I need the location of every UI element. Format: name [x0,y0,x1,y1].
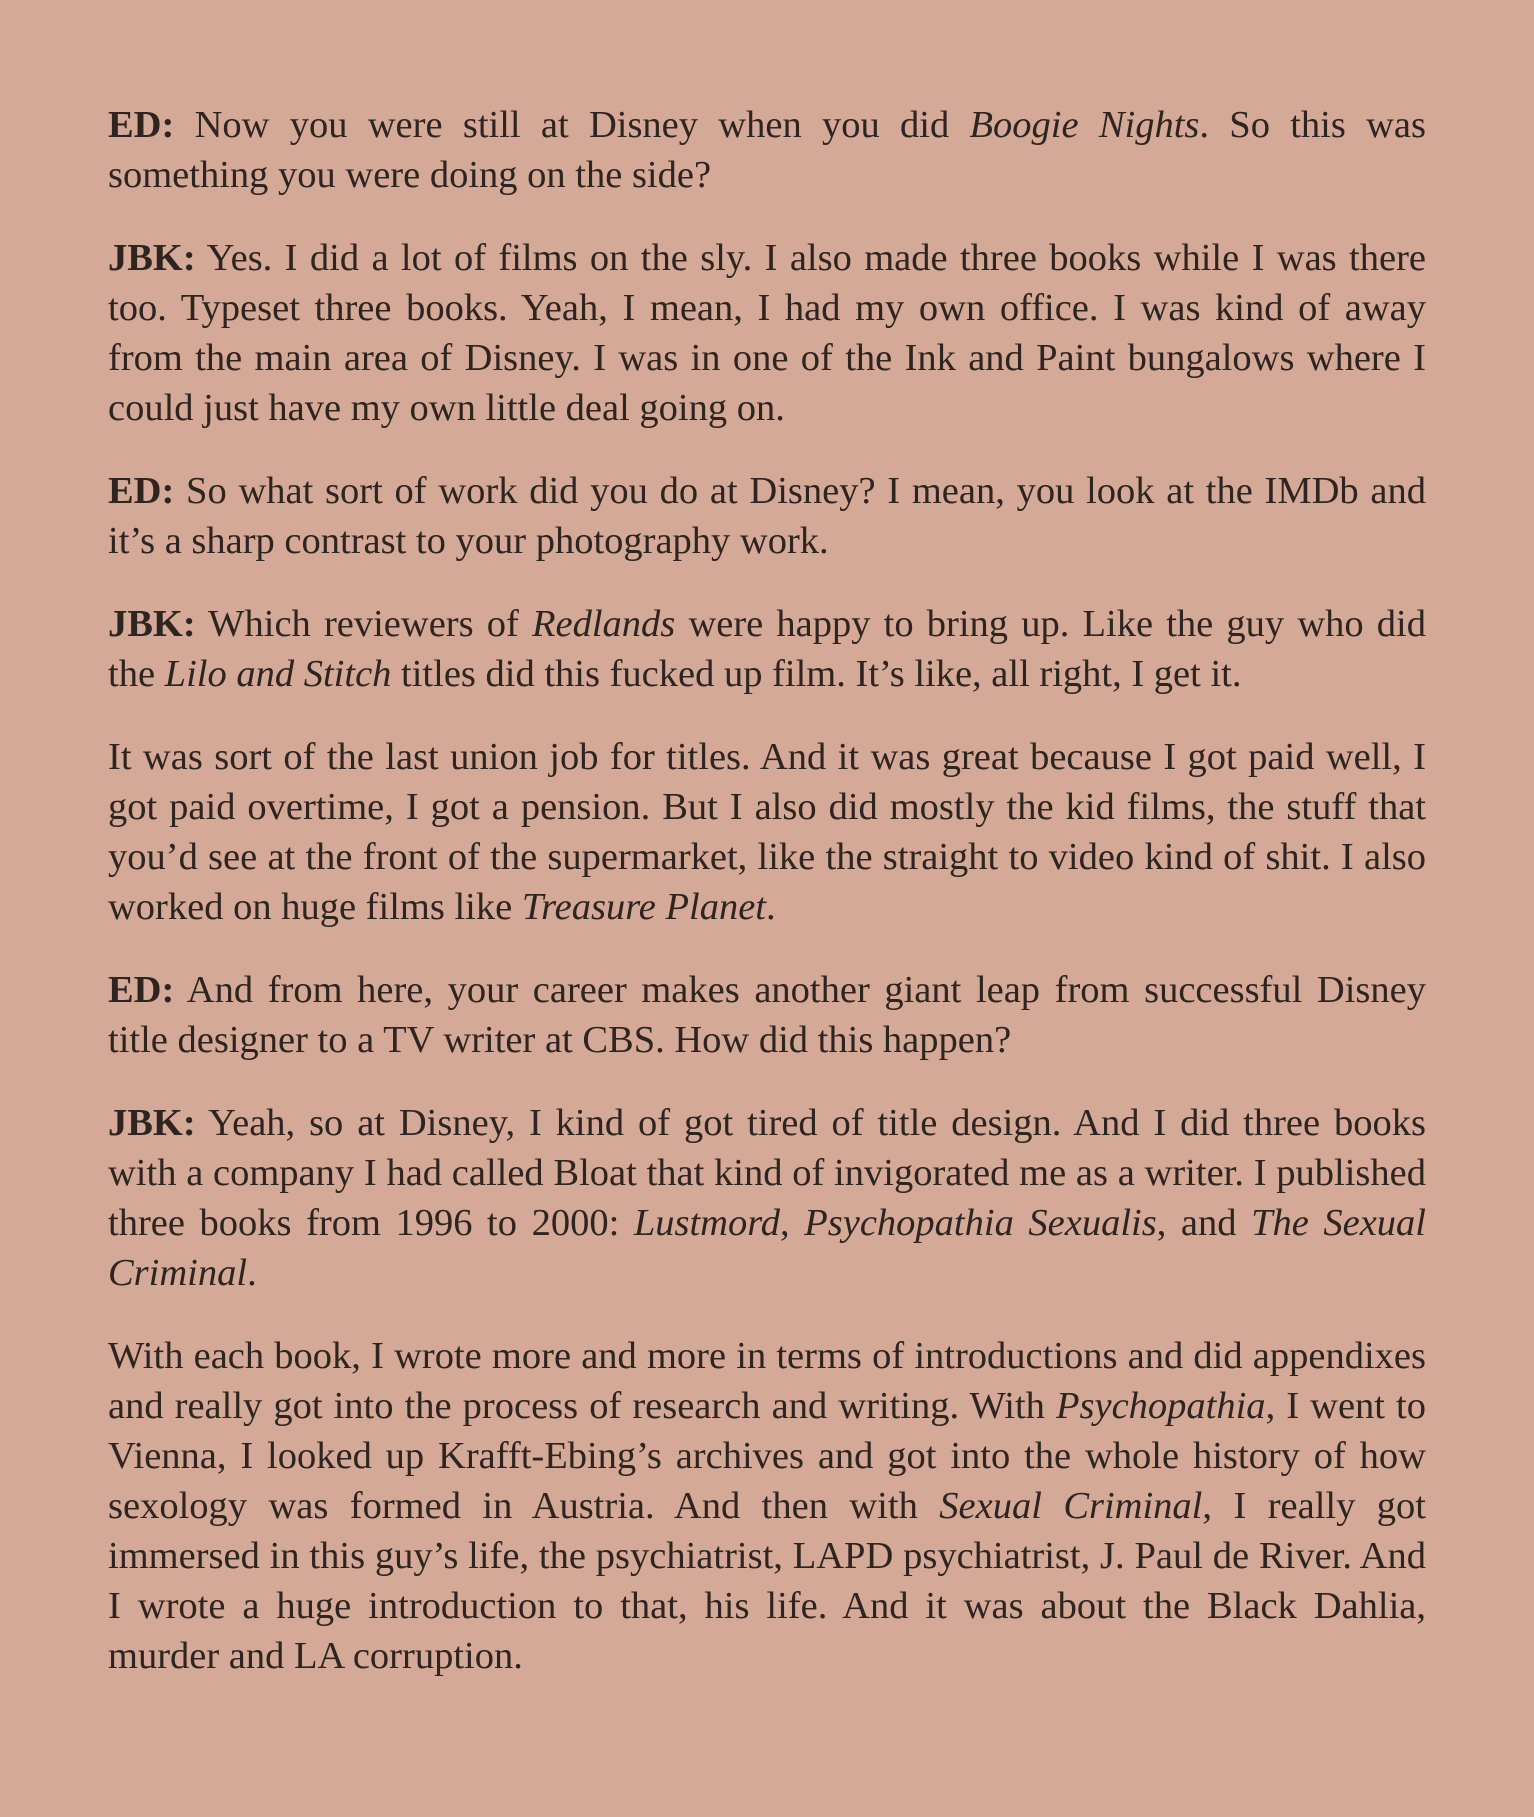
text-run: were happy to bring up. Like the guy who did the [108,603,1426,695]
interview-paragraph [108,1098,1426,1298]
page-body [108,100,1426,1714]
interview-paragraph [108,233,1426,433]
speaker-label: ED: [108,104,175,146]
title-italic: Sexual Criminal [939,1485,1203,1527]
text-run: Now you were still at Disney when you did [174,104,970,146]
text-run: , [780,1202,805,1244]
text-run: And from here, your career makes another giant leap from successful Disney title designer to a TV writer at CBS. How did this happen? [108,969,1426,1061]
title-italic: Redlands [532,603,676,645]
speaker-label: JBK: [108,1102,196,1144]
text-run: Which reviewers of [195,603,532,645]
text-run: Yeah, so at Disney, I kind of got tired of title design. And I did three books with a company I had called Bloat that kind of invigorated me as a writer. I published three books from 1996 to 2000: [108,1102,1426,1244]
title-italic: Psychopathia [1055,1385,1266,1427]
speaker-label: JBK: [108,603,196,645]
text-run: . [247,1252,257,1294]
text-run: So what sort of work did you do at Disney? I mean, you look at the IMDb and it’s a sharp contrast to your photography work. [108,470,1426,562]
interview-paragraph [108,599,1426,699]
title-italic: Boogie Nights [969,104,1200,146]
text-run: Yes. I did a lot of films on the sly. I also made three books while I was there too. Typeset three books. Yeah, I mean, I had my own office. I was kind of away from the main area of Disney. I was in one of the Ink and Paint bungalows where I could just have my own little deal going on. [108,237,1426,429]
title-italic: Psychopathia Sexualis [804,1202,1157,1244]
text-run: , I really got immersed in this guy’s life, the psychiatrist, LAPD psychiatrist, J. Paul de River. And I wrote a huge introduction to that, his life. And it was about the Black Dahlia, murder and LA corruption. [108,1485,1426,1677]
text-run: . So this was something you were doing on the side? [108,104,1426,196]
text-run: titles did this fucked up film. It’s like, all right, I get it. [391,653,1242,695]
interview-paragraph [108,466,1426,566]
speaker-label: ED: [108,969,175,1011]
interview-paragraph [108,965,1426,1065]
speaker-label: ED: [108,470,175,512]
text-run: With each book, I wrote more and more in terms of introductions and did appendixes and really got into the process of research and writing. With [108,1335,1426,1427]
title-italic: Treasure Planet [521,886,766,928]
text-run: . [766,886,776,928]
text-run: , I went to Vienna, I looked up Krafft-Ebing’s archives and got into the whole history of how sexology was formed in Austria. And then with [108,1385,1426,1527]
title-italic: The Sexual Criminal [108,1202,1427,1294]
text-run: It was sort of the last union job for titles. And it was great because I got paid well, I got paid overtime, I got a pension. But I also did mostly the kid films, the stuff that you’d see at the front of the supermarket, like the straight to video kind of shit. I also worked on huge films like [108,736,1426,928]
speaker-label: JBK: [108,237,196,279]
title-italic: Lilo and Stitch [164,653,392,695]
text-run: , and [1156,1202,1252,1244]
interview-paragraph [108,100,1426,200]
title-italic: Lustmord [633,1202,781,1244]
continuation-paragraph [108,732,1426,932]
continuation-paragraph [108,1331,1426,1681]
